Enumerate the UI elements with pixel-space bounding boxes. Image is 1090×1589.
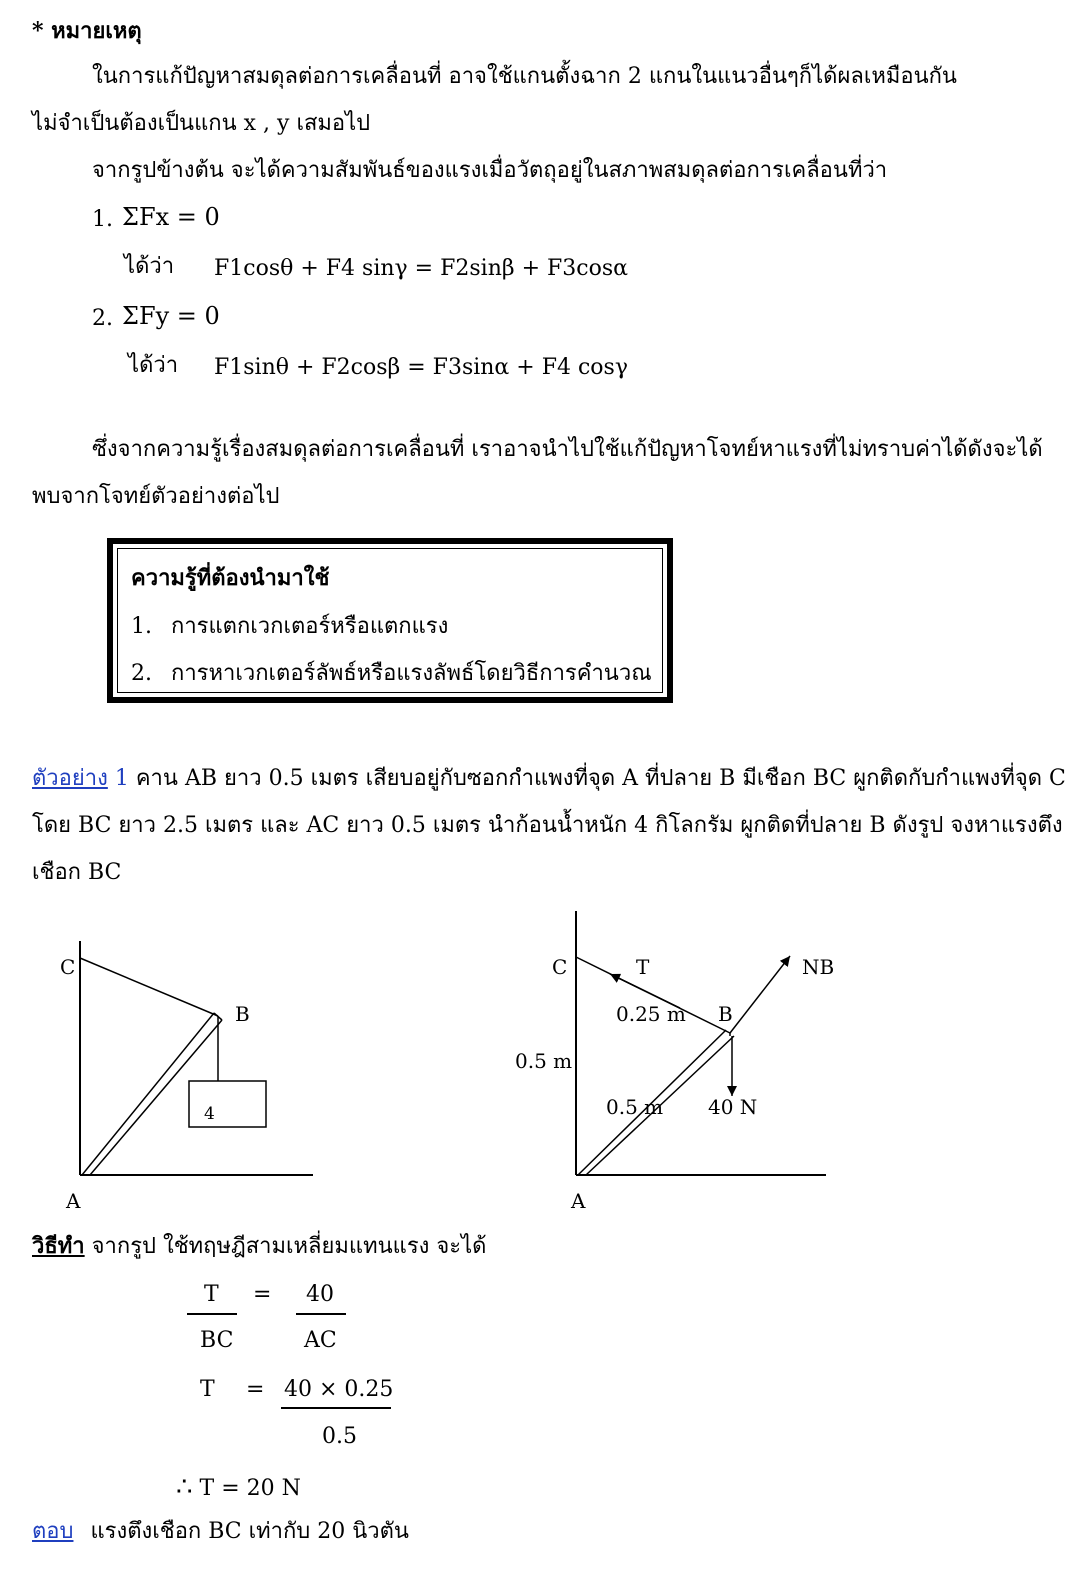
left-label-c: C <box>60 955 76 979</box>
solution-line2-equals: = <box>246 1377 265 1402</box>
note-paragraph-3-line-2: พบจากโจทย์ตัวอย่างต่อไป <box>32 484 280 509</box>
left-label-b: B <box>235 1002 250 1026</box>
length-ab-label: 0.5 m <box>606 1095 664 1119</box>
right-label-t: T <box>636 955 650 979</box>
sum-fy-text: ΣFy = 0 <box>122 302 220 330</box>
solution-intro-line <box>32 1233 486 1260</box>
left-label-a: A <box>66 1189 81 1213</box>
example-number: 1 <box>114 766 129 791</box>
frac2-bar <box>296 1313 346 1315</box>
note-paragraph-1-line-2: ไม่จำเป็นต้องเป็นแกน x , y เสมอไป <box>32 111 371 136</box>
left-figure <box>60 941 313 1213</box>
right-label-c: C <box>552 955 568 979</box>
left-mass-block <box>189 1081 266 1127</box>
equation-2-label: ได้ว่า <box>128 353 179 378</box>
knowledge-item-1-number: 1. <box>131 614 152 639</box>
equation-1-result: F1cosθ + F4 sinγ = F2sinβ + F3cosα <box>214 256 628 281</box>
frac2-denominator: AC <box>304 1328 337 1353</box>
right-label-a: A <box>571 1189 586 1213</box>
left-mass-label: 4 <box>204 1104 215 1124</box>
note-paragraph-2: จากรูปข้างต้น จะได้ความสัมพันธ์ของแรงเมื่อวัตถุอยู่ในสภาพสมดุลต่อการเคลื่อนที่ว่า <box>92 158 888 183</box>
solution-line2-denominator: 0.5 <box>322 1424 357 1449</box>
therefore-symbol: ∴ <box>176 1472 193 1502</box>
knowledge-box-title: ความรู้ที่ต้องนำมาใช้ <box>131 565 330 591</box>
length-cb-label: 0.25 m <box>616 1002 686 1026</box>
knowledge-item-2-number: 2. <box>131 661 152 686</box>
right-figure <box>515 911 834 1213</box>
example-label: ตัวอย่าง <box>32 766 108 791</box>
answer-text: แรงตึงเชือก BC เท่ากับ 20 นิวตัน <box>90 1519 409 1544</box>
solution-line2-lhs: T <box>200 1377 215 1402</box>
knowledge-item-2-text: การหาเวกเตอร์ลัพธ์หรือแรงลัพธ์โดยวิธีการคำนวณ <box>171 661 652 686</box>
frac1-bar <box>187 1313 237 1315</box>
note-paragraph-1-line-1: ในการแก้ปัญหาสมดุลต่อการเคลื่อนที่ อาจใช้แกนตั้งฉาก 2 แกนในแนวอื่นๆก็ได้ผลเหมือนกัน <box>92 64 957 89</box>
right-label-b: B <box>718 1002 733 1026</box>
note-paragraph-3-line-1: ซึ่งจากความรู้เรื่องสมดุลต่อการเคลื่อนที่ เราอาจนำไปใช้แก้ปัญหาโจทย์หาแรงที่ไม่ทราบค่าได้ดังจะได้ <box>92 437 1043 462</box>
equation-1-label: ได้ว่า <box>124 254 175 279</box>
frac-equals-sign: = <box>253 1282 272 1307</box>
solution-line2-bar <box>281 1407 391 1409</box>
frac1-numerator: T <box>204 1282 219 1307</box>
result-text: T = 20 N <box>199 1476 301 1501</box>
knowledge-item-1-text: การแตกเวกเตอร์หรือแตกแรง <box>171 614 449 639</box>
note-heading: * หมายเหตุ <box>32 18 142 44</box>
equation-2-result: F1sinθ + F2cosβ = F3sinα + F4 cosγ <box>214 355 628 380</box>
equation-1-number: 1. <box>92 207 113 232</box>
normal-force-arrow <box>730 956 790 1033</box>
sum-fx-text: ΣFx = 0 <box>122 203 220 231</box>
solution-label: วิธีทำ <box>32 1233 85 1259</box>
frac1-denominator: BC <box>200 1328 234 1353</box>
right-label-nb: NB <box>802 955 835 979</box>
left-rope-bc <box>80 958 218 1016</box>
answer-line <box>32 1519 409 1545</box>
answer-label: ตอบ <box>32 1519 74 1544</box>
result-line <box>176 1472 301 1503</box>
equation-2-number: 2. <box>92 306 113 331</box>
frac2-numerator: 40 <box>306 1282 334 1307</box>
length-ac-label: 0.5 m <box>515 1049 573 1073</box>
example-text-line-2: โดย BC ยาว 2.5 เมตร และ AC ยาว 0.5 เมตร นำก้อนน้ำหนัก 4 กิโลกรัม ผูกติดที่ปลาย B ดังรูป จงหาแรงตึง <box>32 813 1063 838</box>
example-text-line-3: เชือก BC <box>32 860 122 885</box>
weight-label: 40 N <box>708 1095 758 1119</box>
example-text-line-1: คาน AB ยาว 0.5 เมตร เสียบอยู่กับซอกกำแพงที่จุด A ที่ปลาย B มีเชือก BC ผูกติดกับกำแพงที่จุด C <box>135 766 1066 791</box>
solution-line2-numerator: 40 × 0.25 <box>284 1377 394 1402</box>
solution-intro-text: จากรูป ใช้ทฤษฎีสามเหลี่ยมแทนแรง จะได้ <box>91 1234 487 1259</box>
